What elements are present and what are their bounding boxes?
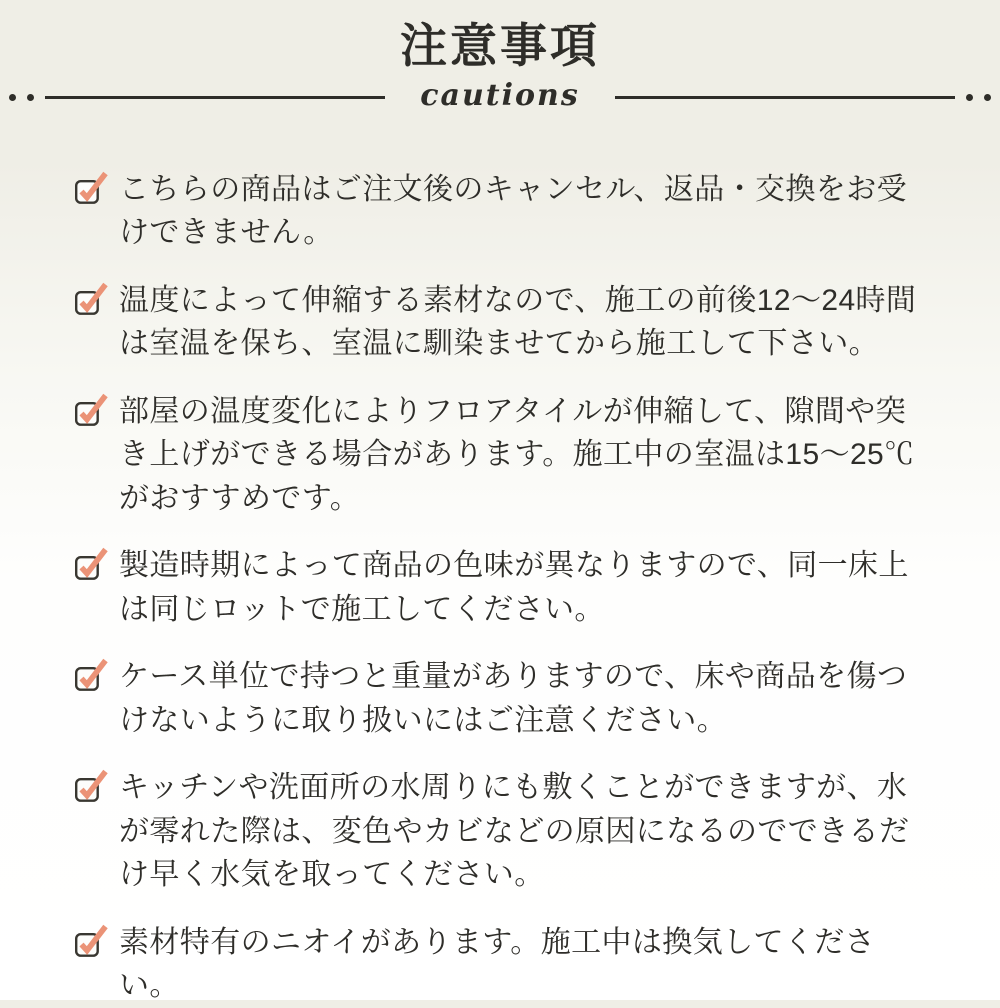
list-item [74,655,940,742]
list-item [74,168,940,255]
checkbox-checked-icon [74,923,109,958]
list-item [74,544,940,631]
caution-text: 素材特有のニオイがあります。施工中は換気してください。 [119,925,876,1003]
divider-dots-right [966,94,991,101]
divider-line-right [615,96,955,99]
caution-text: 製造時期によって商品の色味が異なりますので、同一床上は同じロットで施工してください。 [119,549,909,626]
page-title: 注意事項 [400,19,600,72]
list-item [74,390,940,521]
divider-dots-left [9,94,34,101]
dot-icon [9,94,16,101]
list-item [74,921,940,1008]
caution-text: こちらの商品はご注文後のキャンセル、返品・交換をお受けできません。 [119,172,907,250]
checkbox-checked-icon [74,657,109,692]
divider [0,78,1000,118]
checkbox-checked-icon [74,392,109,427]
caution-text: 部屋の温度変化によりフロアタイルが伸縮して、隙間や突き上げができる場合があります。施工中の室温は15〜25℃がおすすめです。 [119,394,915,515]
dot-icon [966,94,973,101]
dot-icon [984,94,991,101]
caution-text: 温度によって伸縮する素材なので、施工の前後12〜24時間は室温を保ち、室温に馴染ませてから施工して下さい。 [119,283,917,361]
caution-text: キッチンや洗面所の水周りにも敷くことができますが、水が零れた際は、変色やカビなどの原因になるのでできるだけ早く水気を取ってください。 [119,771,910,892]
divider-line-left [45,96,385,99]
checkbox-checked-icon [74,546,109,581]
checkbox-checked-icon [74,768,109,803]
caution-text: ケース単位で持つと重量がありますので、床や商品を傷つけないように取り扱いにはご注意ください。 [119,660,908,737]
subtitle-cautions: cautions [420,78,580,114]
checkbox-checked-icon [74,170,109,205]
dot-icon [27,94,34,101]
caution-list [0,168,1000,1008]
list-item [74,279,940,366]
list-item [74,766,940,897]
checkbox-checked-icon [74,281,109,316]
